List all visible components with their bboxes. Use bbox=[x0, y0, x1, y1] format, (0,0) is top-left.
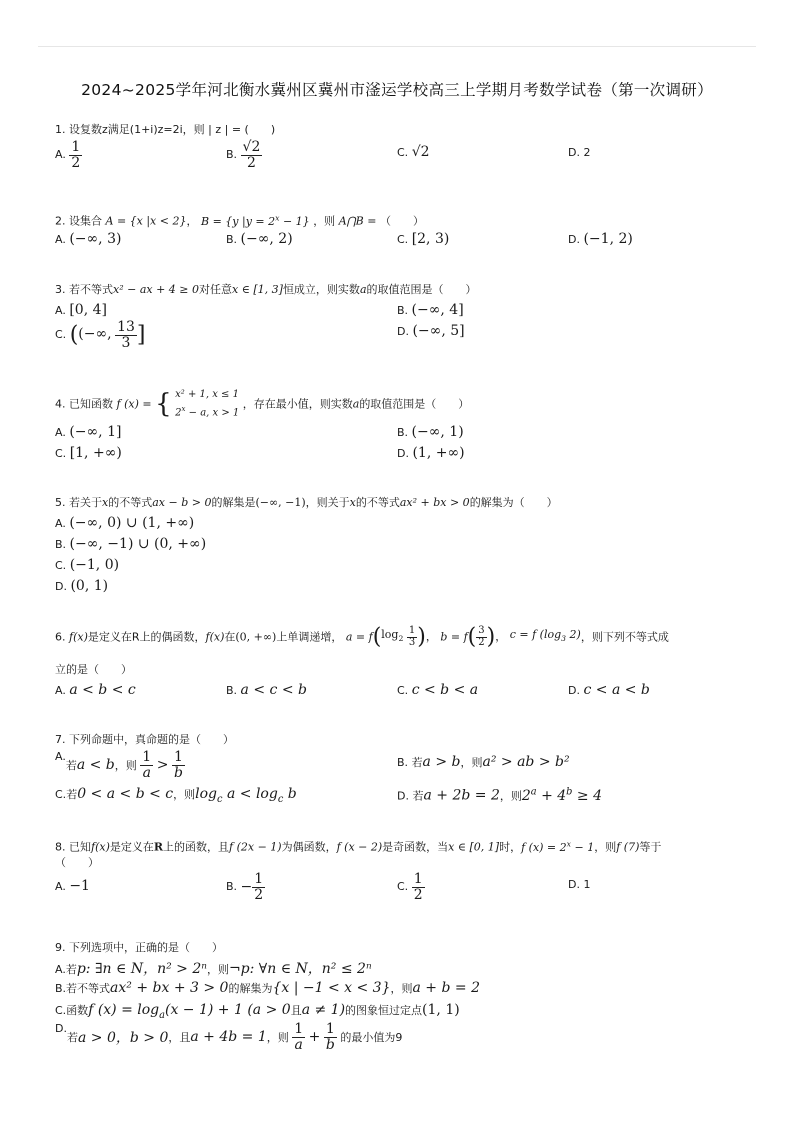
q1-stem: 设复数z满足(1+i)z=2i，则 | z | = ( ) bbox=[69, 123, 276, 136]
question-4: 4. 已知函数 f (x) = { x² + 1, x ≤ 1 $2^x - a$, x > 1 ，存在最小值，则实数a的取值范围是（ ） bbox=[55, 388, 470, 419]
question-3: 3. 若不等式x² − ax + 4 ≥ 0对任意x ∈ [1, 3]恒成立，则实数a的取值范围是（ ） bbox=[55, 283, 477, 296]
q3-option-d[interactable]: D. (−∞, 5] bbox=[397, 323, 465, 339]
q6-option-a[interactable]: A. a < b < c bbox=[55, 682, 136, 698]
question-9: 9. 下列选项中，正确的是（ ） bbox=[55, 941, 223, 954]
q2-stem-then: ，则 bbox=[313, 214, 336, 228]
q1-a-label: A. bbox=[55, 148, 66, 162]
question-5: 5. 若关于x的不等式ax − b > 0的解集是(−∞, −1)，则关于x的不等式ax² + bx > 0的解集为（ ） bbox=[55, 496, 558, 509]
q3-option-c[interactable]: C. ((−∞, $\frac{13}{3}$ ] bbox=[55, 319, 146, 351]
q2-number: 2. bbox=[55, 214, 66, 228]
q9-option-b[interactable]: B.若不等式ax² + bx + 3 > 0的解集为{x | −1 < x < 3}，则a + b = 2 bbox=[55, 980, 480, 996]
q9-option-d[interactable]: D.若a > 0，b > 0，且a + 4b = 1，则 $\frac{1}{a}$ + $\frac{1}{b}$ 的最小值为9 bbox=[55, 1021, 403, 1053]
q6-b-fraction: $\frac{3}{2}$ bbox=[478, 625, 485, 648]
q8-option-a[interactable]: A. −1 bbox=[55, 878, 90, 894]
q2-option-c[interactable]: C. [2, 3) bbox=[397, 231, 450, 247]
q5-option-a[interactable]: A. (−∞, 0) ∪ (1, +∞) bbox=[55, 515, 195, 531]
question-7: 7. 下列命题中，真命题的是（ ） bbox=[55, 733, 234, 746]
q5-option-b[interactable]: B. (−∞, −1) ∪ (0, +∞) bbox=[55, 536, 207, 552]
q1-option-b[interactable] bbox=[226, 140, 262, 170]
q8-option-c[interactable]: C. $\frac{1}{2}$ bbox=[397, 871, 423, 903]
q1-option-a[interactable] bbox=[55, 140, 82, 170]
q7-option-a[interactable]: A.若a < b，则 $\frac{1}{a}$ > $\frac{1}{b}$ bbox=[55, 749, 183, 781]
exam-title: 2024~2025学年河北衡水冀州区冀州市滏运学校高三上学期月考数学试卷（第一次调研） bbox=[81, 81, 713, 99]
question-6-line2: 立的是（ ） bbox=[55, 663, 132, 676]
q1-b-label: B. bbox=[226, 148, 238, 162]
q4-option-b[interactable]: B. (−∞, 1) bbox=[397, 424, 464, 440]
q8-b-fraction: $\frac{1}{2}$ bbox=[254, 871, 264, 903]
q2-option-b[interactable]: B. (−∞, 2) bbox=[226, 231, 293, 247]
q1-b-fraction: $\frac{√2}{2}$ bbox=[242, 139, 261, 171]
question-2: 2. 设集合 A = {x |x < 2}， B = {y $|y = 2^x - 1$} ，则 A⋂B = （ ） bbox=[55, 213, 424, 228]
question-1 bbox=[55, 122, 745, 137]
q1-number: 1. bbox=[55, 123, 66, 136]
top-divider bbox=[38, 46, 756, 47]
q5-option-c[interactable]: C. (−1, 0) bbox=[55, 557, 120, 573]
q8-c-fraction: $\frac{1}{2}$ bbox=[413, 871, 423, 903]
q7-option-b[interactable]: B. 若a > b，则a² > ab > b² bbox=[397, 754, 570, 770]
question-8-line2: （ ） bbox=[55, 856, 99, 869]
q5-option-d[interactable]: D. (0, 1) bbox=[55, 578, 109, 594]
q1-a-fraction: $\frac{1}{2}$ bbox=[71, 139, 81, 171]
q4-piecewise: x² + 1, x ≤ 1 $2^x - a$, x > 1 bbox=[175, 389, 240, 419]
q4-option-d[interactable]: D. (1, +∞) bbox=[397, 445, 465, 461]
q2-set-b: B = {y $|y = 2^x - 1$} bbox=[200, 213, 310, 228]
q3-option-a[interactable]: A. [0, 4] bbox=[55, 302, 107, 318]
q7-a-frac2: $\frac{1}{b}$ bbox=[173, 749, 183, 781]
question-8: 8. 已知f(x)是定义在R上的函数，且f (2x − 1)为偶函数，f (x − 2)是奇函数，当x ∈ [0, 1]时，f $(x) = 2^x - 1$，则f (7)等于 bbox=[55, 839, 662, 854]
q4-option-c[interactable]: C. [1, +∞) bbox=[55, 445, 122, 461]
q3-option-b[interactable]: B. (−∞, 4] bbox=[397, 302, 464, 318]
q9-d-frac1: $\frac{1}{a}$ bbox=[294, 1021, 304, 1053]
q9-option-a[interactable]: A.若p: ∃n ∈ N，n² > 2ⁿ，则¬p: ∀n ∈ N，n² ≤ 2ⁿ bbox=[55, 961, 372, 977]
q6-option-b[interactable]: B. a < c < b bbox=[226, 682, 307, 698]
q2-option-d[interactable]: D. (−1, 2) bbox=[568, 231, 633, 247]
q2-stem-pre: 设集合 bbox=[69, 214, 102, 228]
q9-d-frac2: $\frac{1}{b}$ bbox=[325, 1021, 335, 1053]
q4-option-a[interactable]: A. (−∞, 1] bbox=[55, 424, 122, 440]
q7-option-d[interactable]: D. 若a + 2b = 2，则$2^a + 4^b \ge 4$ bbox=[397, 786, 602, 804]
q2-stem-end: （ ） bbox=[379, 214, 424, 228]
q6-option-c[interactable]: C. c < b < a bbox=[397, 682, 479, 698]
q6-a-fraction: $\frac{1}{3}$ bbox=[408, 625, 416, 648]
q1-option-d[interactable]: D. 2 bbox=[568, 146, 591, 159]
q2-option-a[interactable]: A. (−∞, 3) bbox=[55, 231, 122, 247]
q9-option-c[interactable]: C.函数f $(x) = \log_a(x - 1) + 1$ (a > 0且a ≠ 1)的图象恒过定点(1, 1) bbox=[55, 1002, 460, 1021]
q3-c-fraction: $\frac{13}{3}$ bbox=[117, 319, 135, 351]
q8-option-b[interactable]: B. − $\frac{1}{2}$ bbox=[226, 871, 264, 903]
q1-c-label: C. bbox=[397, 146, 409, 159]
question-6: 6. f(x)是定义在R上的偶函数，f(x)在(0, +∞)上单调递增， $a = f(\log_2$ $\frac{1}{3}$ )， b = f( $\frac{3}{2}$ )， c = f ($\log_3$ 2)，则下列不等式成 bbox=[55, 624, 669, 650]
q2-set-a: A = {x |x < 2} bbox=[105, 214, 187, 228]
q7-a-frac1: $\frac{1}{a}$ bbox=[142, 749, 152, 781]
q6-option-d[interactable]: D. c < a < b bbox=[568, 682, 650, 698]
q3-inequality: x² − ax + 4 ≥ 0 bbox=[113, 283, 200, 296]
q7-option-c[interactable]: C.若0 < a < b < c，则$\log_c a < \log_c b$ bbox=[55, 786, 297, 805]
q1-c-value: √2 bbox=[411, 144, 430, 160]
q2-intersection: A⋂B = bbox=[338, 214, 377, 228]
q1-option-c[interactable] bbox=[397, 144, 430, 160]
q8-option-d[interactable]: D. 1 bbox=[568, 878, 591, 891]
